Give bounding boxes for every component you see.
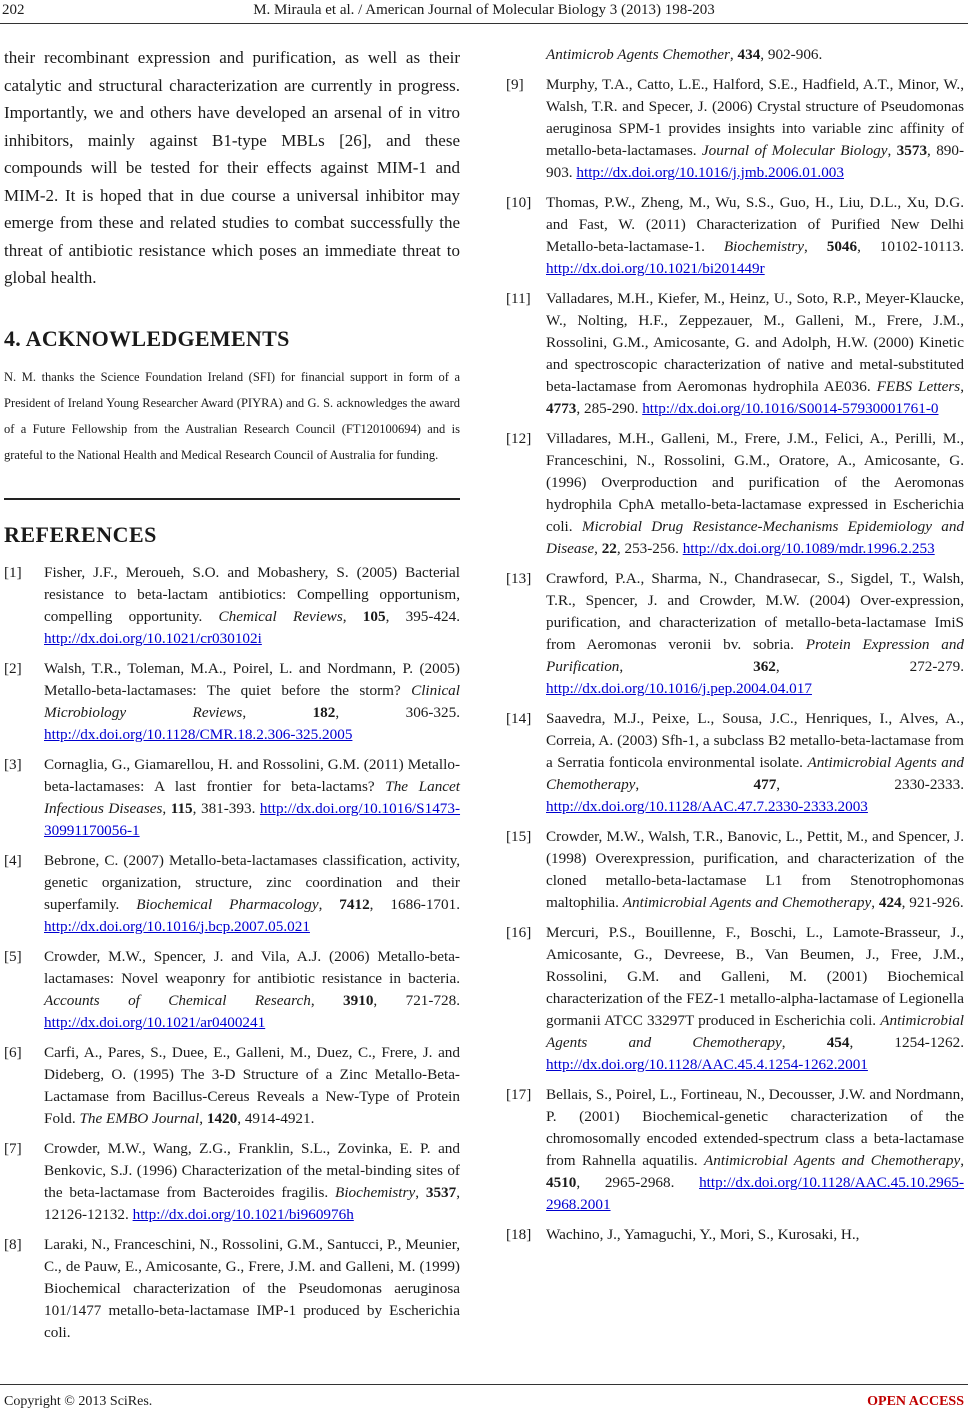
reference-item xyxy=(4,658,460,746)
reference-number: [8] xyxy=(4,1235,22,1253)
reference-authors: Villadares, M.H., Galleni, M., Frere, J.M., Felici, A., Perilli, M., Franceschini, N., Rossolini, G.M., Oratore, A., Amicosante, G. (1996) Overproduction and purification of the Aeromonas hydrophila CphA metallo-beta-lactamase expressed in Escherichia coli. xyxy=(546,430,964,535)
reference-item xyxy=(4,946,460,1034)
reference-journal: Antimicrobial Agents and Chemotherapy xyxy=(703,1152,961,1169)
reference-doi-link[interactable]: http://dx.doi.org/10.1128/AAC.47.7.2330-2333.2003 xyxy=(546,798,868,815)
reference-journal: Microbial Drug Resistance-Mechanisms Epidemiology and Disease xyxy=(546,518,965,557)
reference-text: Bellais, S., Poirel, L., Fortineau, N., Decousser, J.W. and Nordmann, P. (2001) Biochemical-genetic characterization of the chromosomally encoded extended-spectrum class a beta-lactamase from Rahnella aquatilis. Antimicrobial Agents and Chemotherapy, 4510, 2965-2968. http://dx.doi.org/10.1128/AAC.45.10.2965-2968.2001 xyxy=(546,1086,965,1213)
reference-volume: 105 xyxy=(362,607,386,625)
reference-volume: 3910 xyxy=(343,991,374,1009)
reference-item xyxy=(506,288,964,420)
reference-text: Villadares, M.H., Galleni, M., Frere, J.M., Felici, A., Perilli, M., Franceschini, N., Rossolini, G.M., Oratore, A., Amicosante, G. (1996) Overproduction and purification of the Aeromonas hydrophila CphA metallo-beta-lactamase expressed in Escherichia coli. Microbial Drug Resistance-Mechanisms Epidemiology and Disease, 22, 253-256. http://dx.doi.org/10.1089/mdr.1996.2.253 xyxy=(546,430,965,557)
reference-doi-link[interactable]: http://dx.doi.org/10.1021/bi201449r xyxy=(546,260,765,277)
reference-text: Murphy, T.A., Catto, L.E., Halford, S.E., Hadfield, A.T., Minor, W., Walsh, T.R. and Specer, J. (2006) Crystal structure of Pseudomonas aeruginosa SPM-1 provides insights into variable zinc affinity of metallo-beta-lactamases. Journal of Molecular Biology, 3573, 890-903. http://dx.doi.org/10.1016/j.jmb.2006.01.003 xyxy=(546,76,965,181)
reference-pages: 2330-2333. xyxy=(894,776,964,793)
reference-doi-link[interactable]: http://dx.doi.org/10.1016/j.pep.2004.04.017 xyxy=(546,680,812,697)
reference-authors: Wachino, J., Yamaguchi, Y., Mori, S., Kurosaki, H., xyxy=(546,1226,860,1243)
reference-doi-link[interactable]: http://dx.doi.org/10.1016/S0014-57930001761-0 xyxy=(642,400,939,417)
reference-text: Fisher, J.F., Meroueh, S.O. and Mobashery, S. (2005) Bacterial resistance to beta-lactam antibiotics: Compelling opportunism, compelling opportunity. Chemical Reviews, 105, 395-424. http://dx.doi.org/10.1021/cr030102i xyxy=(44,563,461,647)
reference-number: [9] xyxy=(506,76,524,93)
running-title: M. Miraula et al. / American Journal of Molecular Biology 3 (2013) 198-203 xyxy=(253,2,715,18)
reference-text: Thomas, P.W., Zheng, M., Wu, S.S., Guo, H., Liu, D.L., Xu, D.G. and Fast, W. (2011) Characterization of Purified New Delhi Metallo-beta-lactamase-1. Biochemistry, 5046, 10102-10113. http://dx.doi.org/10.1021/bi201449r xyxy=(546,194,965,277)
reference-item xyxy=(506,568,964,700)
reference-item xyxy=(506,708,964,818)
reference-item xyxy=(4,850,460,938)
reference-number: [7] xyxy=(4,1139,22,1157)
right-column xyxy=(506,44,964,1254)
reference-volume: 362 xyxy=(753,658,776,675)
reference-volume: 434 xyxy=(737,46,761,63)
reference-doi-link[interactable]: http://dx.doi.org/10.1128/AAC.45.10.2965-2968.2001 xyxy=(546,1174,965,1213)
reference-journal: Antimicrob Agents Chemother xyxy=(546,46,730,63)
reference-volume: 7412 xyxy=(339,895,370,913)
reference-volume: 477 xyxy=(753,776,777,793)
reference-number: [12] xyxy=(506,430,532,447)
reference-doi-link[interactable]: http://dx.doi.org/10.1016/S1473-30991170056-1 xyxy=(44,799,461,839)
reference-item xyxy=(506,192,964,280)
reference-volume: 454 xyxy=(826,1034,850,1051)
reference-journal: The EMBO Journal xyxy=(79,1109,200,1127)
reference-text: Crowder, M.W., Spencer, J. and Vila, A.J. (2006) Metallo-beta-lactamases: Novel weaponry for antibiotic resistance in bacteria. Accounts of Chemical Research, 3910, 721-728. http://dx.doi.org/10.1021/ar0400241 xyxy=(44,947,461,1031)
reference-authors: Fisher, J.F., Meroueh, S.O. and Mobashery, S. (2005) Bacterial resistance to beta-lactam antibiotics: Compelling opportunism, compelling opportunity. xyxy=(44,563,460,625)
reference-doi-link[interactable]: http://dx.doi.org/10.1016/j.jmb.2006.01.003 xyxy=(576,164,844,181)
reference-item xyxy=(506,74,964,184)
reference-journal: Accounts of Chemical Research xyxy=(44,991,311,1009)
reference-pages: 12126-12132. xyxy=(44,1205,129,1223)
reference-number: [5] xyxy=(4,947,22,965)
reference-item xyxy=(4,754,460,842)
reference-number: [10] xyxy=(506,194,532,211)
reference-doi-link[interactable]: http://dx.doi.org/10.1128/AAC.45.4.1254-1262.2001 xyxy=(546,1056,868,1073)
reference-pages: 4914-4921. xyxy=(244,1109,315,1127)
reference-item xyxy=(506,922,964,1076)
section-divider xyxy=(4,498,460,500)
reference-number: [13] xyxy=(506,570,532,587)
reference-journal: Antimicrobial Agents and Chemotherapy xyxy=(546,754,965,793)
reference-journal: The Lancet Infectious Diseases xyxy=(44,777,460,817)
running-header xyxy=(0,0,968,24)
reference-pages: 272-279. xyxy=(909,658,965,675)
intro-paragraph: their recombinant expression and purification, as well as their catalytic and structural characterization are currently in progress. Importantly, we and others have developed an arsenal of in vitro inhibitors, mainly against B1-type MBLs [26], and these compounds will be tested for their effects against MIM-1 and MIM-2. It is hoped that in due course a universal inhibitor may emerge from these and related studies to combat successfully the threat of antibiotic resistance which poses an immediate threat to global health. xyxy=(4,48,460,287)
reference-doi-link[interactable]: http://dx.doi.org/10.1128/CMR.18.2.306-325.2005 xyxy=(44,725,353,743)
page-footer xyxy=(0,1384,968,1414)
reference-volume: 5046 xyxy=(826,238,858,255)
reference-number: [17] xyxy=(506,1086,532,1103)
reference-authors: Bellais, S., Poirel, L., Fortineau, N., Decousser, J.W. and Nordmann, P. (2001) Biochemical-genetic characterization of the chromosomally encoded extended-spectrum class a beta-lactamase from Rahnella aquatilis. xyxy=(546,1086,964,1169)
reference-doi-link[interactable]: http://dx.doi.org/10.1021/bi960976h xyxy=(132,1205,354,1223)
reference-number: [3] xyxy=(4,755,22,773)
reference-number: [14] xyxy=(506,710,532,727)
reference-authors: Murphy, T.A., Catto, L.E., Halford, S.E., Hadfield, A.T., Minor, W., Walsh, T.R. and Specer, J. (2006) Crystal structure of Pseudomonas aeruginosa SPM-1 provides insights into variable zinc affinity of metallo-beta-lactamases. xyxy=(546,76,964,159)
reference-doi-link[interactable]: http://dx.doi.org/10.1089/mdr.1996.2.253 xyxy=(682,540,935,557)
reference-authors: Walsh, T.R., Toleman, M.A., Poirel, L. and Nordmann, P. (2005) Metallo-beta-lactamases: The quiet before the storm? xyxy=(44,659,460,699)
reference-authors: Crawford, P.A., Sharma, N., Chandrasecar, S., Sigdel, T., Walsh, T.R., Spencer, J. and Crowder, M.W. (2004) Over-expression, purification, and characterization of metallo-beta-lactamase ImiS from Aeromonas veronii bv. sobria. xyxy=(546,570,964,653)
reference-pages: 395-424. xyxy=(405,607,461,625)
reference-text: Crowder, M.W., Walsh, T.R., Banovic, L., Pettit, M., and Spencer, J. (1998) Overexpression, purification, and characterization of the cloned metallo-beta-lactamase L1 from Stenotrophomonas maltophilia. Antimicrobial Agents and Chemotherapy, 424, 921-926. xyxy=(546,828,964,911)
reference-text xyxy=(44,1234,460,1344)
reference-authors: Bebrone, C. (2007) Metallo-beta-lactamases classification, activity, genetic organization, structure, zinc coordination and their superfamily. xyxy=(44,851,460,913)
footer-rule xyxy=(0,1384,968,1385)
reference-number: [11] xyxy=(506,290,531,307)
reference-doi-link[interactable]: http://dx.doi.org/10.1016/j.bcp.2007.05.021 xyxy=(44,917,310,935)
reference-authors: Cornaglia, G., Giamarellou, H. and Rossolini, G.M. (2011) Metallo-beta-lactamases: A last frontier for beta-lactams? xyxy=(44,755,460,795)
reference-text: Mercuri, P.S., Bouillenne, F., Boschi, L., Lamote-Brasseur, J., Amicosante, G., Devreese, B., Van Beumen, J., Free, J.M., Rossolini, G.M. and Galleni, M. (2001) Biochemical characterization of the FEZ-1 metallo-alpha-lactamase of Legionella gormanii ATCC 33297T produced in Escherichia coli. Antimicrobial Agents and Chemotherapy, 454, 1254-1262. http://dx.doi.org/10.1128/AAC.45.4.1254-1262.2001 xyxy=(546,924,965,1073)
reference-journal: Antimicrobial Agents and Chemotherapy xyxy=(546,1012,965,1051)
reference-item xyxy=(506,826,964,914)
reference-journal: Biochemistry xyxy=(335,1183,416,1201)
reference-volume: 424 xyxy=(878,894,902,911)
reference-pages: 1686-1701. xyxy=(390,895,461,913)
reference-item xyxy=(4,1234,460,1344)
reference-doi-link[interactable]: http://dx.doi.org/10.1021/ar0400241 xyxy=(44,1013,266,1031)
reference-item xyxy=(506,44,964,66)
reference-volume: 4510 xyxy=(546,1174,577,1191)
references-heading: REFERENCES xyxy=(4,521,157,547)
reference-volume: 3573 xyxy=(896,142,928,159)
reference-authors: Thomas, P.W., Zheng, M., Wu, S.S., Guo, H., Liu, D.L., Xu, D.G. and Fast, W. (2011) Characterization of Purified New Delhi Metallo-beta-lactamase-1. xyxy=(546,194,964,255)
reference-authors: Crowder, M.W., Wang, Z.G., Franklin, S.L., Zovinka, E. P. and Benkovic, S.J. (1996) Characterization of the metal-binding sites of the beta-lactamase from Bacteroides fragilis. xyxy=(44,1139,460,1201)
reference-authors: Laraki, N., Franceschini, N., Rossolini, G.M., Santucci, P., Meunier, C., de Pauw, E., Amicosante, G., Frere, J.M. and Galleni, M. (1999) Biochemical characterization of the Pseudomonas aeruginosa 101/1477 metallo-beta-lactamase IMP-1 produced by Escherichia coli. xyxy=(44,1235,460,1341)
reference-pages: 2965-2968. xyxy=(604,1174,675,1191)
reference-text: Crawford, P.A., Sharma, N., Chandrasecar, S., Sigdel, T., Walsh, T.R., Spencer, J. and Crowder, M.W. (2004) Over-expression, purification, and characterization of metallo-beta-lactamase ImiS from Aeromonas veronii bv. sobria. Protein Expression and Purification, 362, 272-279. http://dx.doi.org/10.1016/j.pep.2004.04.017 xyxy=(546,570,965,697)
reference-authors: Saavedra, M.J., Peixe, L., Sousa, J.C., Henriques, I., Alves, A., Correia, A. (2003) Sfh-1, a subclass B2 metallo-beta-lactamase from a Serratia fonticola environmental isolate. xyxy=(546,710,964,771)
reference-authors: Mercuri, P.S., Bouillenne, F., Boschi, L., Lamote-Brasseur, J., Amicosante, G., Devreese, B., Van Beumen, J., Free, J.M., Rossolini, G.M. and Galleni, M. (2001) Biochemical characterization of the FEZ-1 metallo-alpha-lactamase of Legionella gormanii ATCC 33297T produced in Escherichia coli. xyxy=(546,924,964,1029)
reference-journal: Journal of Molecular Biology xyxy=(701,142,888,159)
reference-number: [16] xyxy=(506,924,532,941)
reference-text: Cornaglia, G., Giamarellou, H. and Rossolini, G.M. (2011) Metallo-beta-lactamases: A last frontier for beta-lactams? The Lancet Infectious Diseases, 115, 381-393. http://dx.doi.org/10.1016/S1473-30991170056-1 xyxy=(44,755,461,839)
reference-authors: Crowder, M.W., Spencer, J. and Vila, A.J. (2006) Metallo-beta-lactamases: Novel weaponry for antibiotic resistance in bacteria. xyxy=(44,947,460,987)
reference-number: [1] xyxy=(4,563,22,581)
reference-pages: 921-926. xyxy=(909,894,964,911)
reference-pages: 890-903. xyxy=(546,142,965,181)
reference-item xyxy=(506,1224,964,1246)
reference-pages: 1254-1262. xyxy=(894,1034,965,1051)
reference-authors: Carfi, A., Pares, S., Duee, E., Galleni, M., Duez, C., Frere, J. and Dideberg, O. (1995) The 3-D Structure of a Zinc Metallo-Beta-Lactamase from Bacillus-Cereus Reveals a New-Type of Protein Fold. xyxy=(44,1043,460,1127)
copyright-notice: Copyright © 2013 SciRes. xyxy=(4,1394,153,1409)
reference-authors: Valladares, M.H., Kiefer, M., Heinz, U., Soto, R.P., Meyer-Klaucke, W., Nolting, H.F., Zeppezauer, M., Galleni, M., Frere, J.M., Rossolini, G.M., Amicosante, G. and Adolph, H.W. (2000) Kinetic and spectroscopic characterization of native and metal-substituted beta-lactamase from Aeromonas hydrophila AE036. xyxy=(546,290,964,395)
reference-number: [2] xyxy=(4,659,22,677)
reference-text: Valladares, M.H., Kiefer, M., Heinz, U., Soto, R.P., Meyer-Klaucke, W., Nolting, H.F., Zeppezauer, M., Galleni, M., Frere, J.M., Rossolini, G.M., Amicosante, G. and Adolph, H.W. (2000) Kinetic and spectroscopic characterization of native and metal-substituted beta-lactamase from Aeromonas hydrophila AE036. FEBS Letters, 4773, 285-290. http://dx.doi.org/10.1016/S0014-57930001761-0 xyxy=(546,290,964,417)
reference-volume: 22 xyxy=(601,540,617,557)
reference-text: Walsh, T.R., Toleman, M.A., Poirel, L. and Nordmann, P. (2005) Metallo-beta-lactamases: The quiet before the storm? Clinical Microbiology Reviews, 182, 306-325. http://dx.doi.org/10.1128/CMR.18.2.306-325.2005 xyxy=(44,659,461,743)
reference-pages: 10102-10113. xyxy=(879,238,965,255)
reference-journal: Antimicrobial Agents and Chemotherapy xyxy=(622,894,872,911)
reference-journal: Biochemistry xyxy=(723,238,805,255)
reference-doi-link[interactable]: http://dx.doi.org/10.1021/cr030102i xyxy=(44,629,262,647)
reference-volume: 4773 xyxy=(546,400,577,417)
reference-list-left xyxy=(4,562,460,1344)
reference-journal: Protein Expression and Purification xyxy=(546,636,965,675)
reference-journal: Clinical Microbiology Reviews xyxy=(44,681,460,721)
reference-text: Antimicrob Agents Chemother, 434, 902-906. xyxy=(546,46,823,63)
reference-pages: 285-290. xyxy=(583,400,639,417)
open-access-label: OPEN ACCESS xyxy=(867,1394,964,1409)
reference-pages: 902-906. xyxy=(767,46,823,63)
reference-pages: 381-393. xyxy=(200,799,256,817)
reference-item xyxy=(506,428,964,560)
reference-journal: FEBS Letters xyxy=(876,378,961,395)
header-rule xyxy=(0,23,968,24)
reference-text xyxy=(546,1224,964,1246)
reference-number: [6] xyxy=(4,1043,22,1061)
acknowledgements-text: N. M. thanks the Science Foundation Ireland (SFI) for financial support in form of a President of Ireland Young Researcher Award (PIYRA) and G. S. acknowledges the award of a Future Fellowship from the Australian Research Council (FT120100694) and is grateful to the National Health and Medical Research Council of Australia for funding. xyxy=(4,369,460,462)
reference-authors: Crowder, M.W., Walsh, T.R., Banovic, L., Pettit, M., and Spencer, J. (1998) Overexpression, purification, and characterization of the cloned metallo-beta-lactamase L1 from Stenotrophomonas maltophilia. xyxy=(546,828,964,911)
reference-text: Carfi, A., Pares, S., Duee, E., Galleni, M., Duez, C., Frere, J. and Dideberg, O. (1995) The 3-D Structure of a Zinc Metallo-Beta-Lactamase from Bacillus-Cereus Reveals a New-Type of Protein Fold. The EMBO Journal, 1420, 4914-4921. xyxy=(44,1043,460,1127)
reference-pages: 306-325. xyxy=(405,703,461,721)
reference-text: Bebrone, C. (2007) Metallo-beta-lactamases classification, activity, genetic organization, structure, zinc coordination and their superfamily. Biochemical Pharmacology, 7412, 1686-1701. http://dx.doi.org/10.1016/j.bcp.2007.05.021 xyxy=(44,851,461,935)
reference-number: [4] xyxy=(4,851,22,869)
reference-pages: 253-256. xyxy=(624,540,679,557)
reference-journal: Biochemical Pharmacology xyxy=(136,895,319,913)
reference-volume: 1420 xyxy=(206,1109,238,1127)
reference-item xyxy=(506,1084,964,1216)
reference-text: Saavedra, M.J., Peixe, L., Sousa, J.C., Henriques, I., Alves, A., Correia, A. (2003) Sfh-1, a subclass B2 metallo-beta-lactamase from a Serratia fonticola environmental isolate. Antimicrobial Agents and Chemotherapy, 477, 2330-2333. http://dx.doi.org/10.1128/AAC.47.7.2330-2333.2003 xyxy=(546,710,965,815)
reference-number: [18] xyxy=(506,1226,532,1243)
reference-pages: 721-728. xyxy=(405,991,461,1009)
reference-number: [15] xyxy=(506,828,532,845)
reference-item xyxy=(4,1042,460,1130)
acknowledgements-heading: 4. ACKNOWLEDGEMENTS xyxy=(4,325,290,351)
reference-volume: 182 xyxy=(312,703,336,721)
reference-volume: 115 xyxy=(170,799,193,817)
reference-volume: 3537 xyxy=(425,1183,457,1201)
reference-item xyxy=(4,1138,460,1226)
reference-journal: Chemical Reviews xyxy=(218,607,343,625)
left-column xyxy=(4,44,460,1352)
page-number: 202 xyxy=(2,2,25,18)
reference-text: Crowder, M.W., Wang, Z.G., Franklin, S.L., Zovinka, E. P. and Benkovic, S.J. (1996) Characterization of the metal-binding sites of the beta-lactamase from Bacteroides fragilis. Biochemistry, 3537, 12126-12132. http://dx.doi.org/10.1021/bi960976h xyxy=(44,1139,461,1223)
reference-item xyxy=(4,562,460,650)
reference-list-right xyxy=(506,44,964,1246)
